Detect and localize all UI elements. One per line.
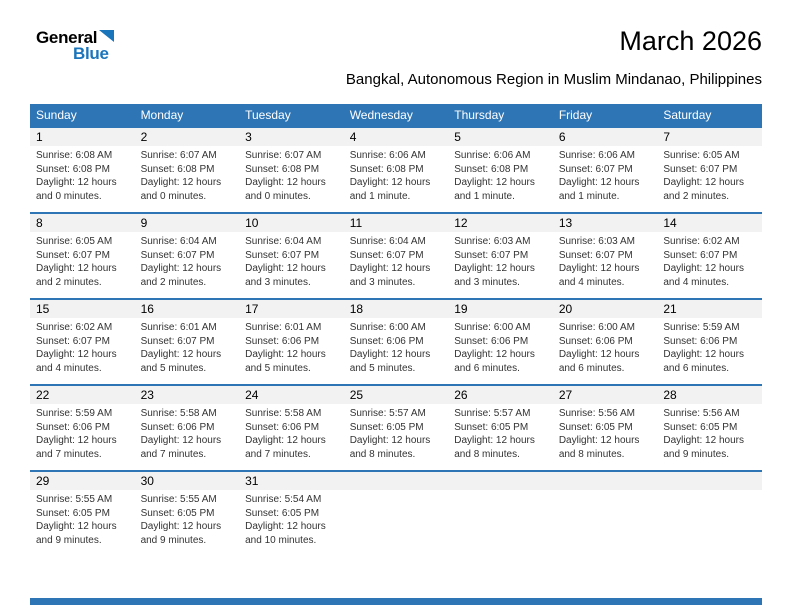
day-info-line: Daylight: 12 hours — [36, 177, 117, 188]
day-info-line: Daylight: 12 hours — [454, 435, 535, 446]
day-info-line: Daylight: 12 hours — [140, 349, 222, 360]
day-details — [448, 490, 553, 493]
day-info-line: Sunset: 6:08 PM — [140, 163, 215, 175]
day-info-line: Daylight: 12 hours — [36, 521, 117, 532]
day-info-line: Sunset: 6:06 PM — [36, 421, 110, 433]
day-details — [344, 490, 449, 493]
page-header — [0, 0, 792, 100]
day-cell — [553, 385, 658, 471]
weekday-header-friday: Friday — [553, 104, 658, 127]
day-info-line: and 7 minutes. — [140, 448, 207, 460]
day-info-line: Sunset: 6:07 PM — [36, 335, 110, 347]
day-info-line: Sunrise: 5:55 AM — [140, 494, 217, 505]
logo-text-general: General — [36, 28, 98, 47]
empty-day-cell — [657, 471, 762, 557]
weekday-header-saturday: Saturday — [657, 104, 762, 127]
day-info-line: Sunrise: 5:59 AM — [36, 408, 113, 419]
day-details — [553, 404, 658, 461]
day-info-line: Sunset: 6:05 PM — [558, 421, 633, 433]
day-info-line: Sunrise: 5:55 AM — [36, 494, 113, 505]
day-number: 5 — [448, 128, 553, 146]
day-cell — [239, 299, 344, 385]
day-info-line: Sunrise: 6:02 AM — [663, 236, 740, 247]
day-info-line: Sunrise: 6:01 AM — [245, 322, 322, 333]
day-details — [135, 404, 240, 461]
day-number: 8 — [30, 214, 135, 232]
day-details — [239, 146, 344, 203]
day-number: 6 — [553, 128, 658, 146]
day-number: 11 — [344, 214, 449, 232]
day-info-line: Sunrise: 5:57 AM — [349, 408, 426, 419]
day-number: 12 — [448, 214, 553, 232]
day-info-line: Daylight: 12 hours — [140, 177, 222, 188]
day-info-line: Daylight: 12 hours — [36, 435, 117, 446]
logo-text-blue: Blue — [73, 44, 109, 63]
day-details — [657, 232, 762, 289]
day-details — [30, 232, 135, 289]
day-info-line: Sunset: 6:06 PM — [558, 335, 633, 347]
day-info-line: Sunrise: 5:54 AM — [245, 494, 322, 505]
day-info-line: Sunset: 6:08 PM — [36, 163, 110, 175]
day-number: 1 — [30, 128, 135, 146]
day-details — [344, 146, 449, 203]
day-cell — [239, 213, 344, 299]
day-number: 7 — [657, 128, 762, 146]
day-info-line: Daylight: 12 hours — [663, 177, 744, 188]
day-cell — [135, 299, 240, 385]
day-info-line: and 8 minutes. — [454, 448, 520, 460]
day-info-line: Sunset: 6:07 PM — [349, 249, 424, 261]
day-details — [657, 490, 762, 493]
day-info-line: Daylight: 12 hours — [36, 263, 117, 274]
day-cell — [448, 127, 553, 213]
day-info-line: Sunset: 6:07 PM — [558, 249, 633, 261]
day-info-line: and 0 minutes. — [36, 190, 102, 202]
day-details — [135, 490, 240, 547]
weekday-header-wednesday: Wednesday — [344, 104, 449, 127]
day-info-line: and 7 minutes. — [36, 448, 102, 460]
day-info-line: Daylight: 12 hours — [454, 263, 535, 274]
title-block — [346, 26, 762, 88]
day-info-line: Sunset: 6:06 PM — [140, 421, 215, 433]
day-info-line: Sunset: 6:06 PM — [245, 335, 320, 347]
day-number — [448, 472, 553, 490]
day-details — [135, 146, 240, 203]
day-info-line: Sunset: 6:07 PM — [663, 163, 738, 175]
day-info-line: and 1 minute. — [349, 190, 411, 202]
day-number: 14 — [657, 214, 762, 232]
day-details — [448, 318, 553, 375]
day-number: 18 — [344, 300, 449, 318]
day-info-line: Sunset: 6:05 PM — [245, 507, 320, 519]
day-info-line: and 4 minutes. — [663, 276, 729, 288]
location-subtitle: Bangkal, Autonomous Region in Muslim Mindanao, Philippines — [345, 71, 762, 88]
day-info-line: Daylight: 12 hours — [245, 521, 326, 532]
day-info-line: Daylight: 12 hours — [140, 521, 222, 532]
day-cell — [657, 213, 762, 299]
day-details — [30, 404, 135, 461]
day-details — [448, 146, 553, 203]
day-info-line: Daylight: 12 hours — [140, 435, 222, 446]
day-info-line: and 4 minutes. — [36, 362, 102, 374]
day-info-line: and 2 minutes. — [663, 190, 729, 202]
week-row — [30, 299, 762, 385]
day-number: 21 — [657, 300, 762, 318]
day-number: 29 — [30, 472, 135, 490]
day-info-line: Sunset: 6:05 PM — [349, 421, 424, 433]
day-info-line: Sunrise: 6:03 AM — [454, 236, 531, 247]
day-info-line: and 0 minutes. — [140, 190, 207, 202]
day-info-line: and 1 minute. — [558, 190, 620, 202]
calendar-header — [30, 104, 762, 127]
day-details — [657, 404, 762, 461]
day-info-line: and 5 minutes. — [349, 362, 416, 374]
day-cell — [657, 385, 762, 471]
day-info-line: Sunset: 6:07 PM — [663, 249, 738, 261]
day-info-line: Daylight: 12 hours — [36, 349, 117, 360]
day-info-line: Daylight: 12 hours — [140, 263, 222, 274]
weekday-header-row — [30, 104, 762, 127]
day-details — [30, 146, 135, 203]
day-cell — [553, 299, 658, 385]
day-cell — [553, 127, 658, 213]
day-info-line: Daylight: 12 hours — [349, 177, 431, 188]
day-number: 10 — [239, 214, 344, 232]
day-number: 26 — [448, 386, 553, 404]
day-info-line: Sunrise: 6:08 AM — [36, 150, 113, 161]
day-cell — [448, 385, 553, 471]
day-info-line: Daylight: 12 hours — [245, 263, 326, 274]
day-info-line: Daylight: 12 hours — [558, 349, 640, 360]
day-cell — [30, 213, 135, 299]
day-info-line: Daylight: 12 hours — [663, 349, 744, 360]
day-info-line: Sunrise: 6:07 AM — [140, 150, 217, 161]
day-details — [553, 318, 658, 375]
day-info-line: Sunrise: 5:56 AM — [558, 408, 635, 419]
day-number — [553, 472, 658, 490]
day-info-line: Sunset: 6:06 PM — [663, 335, 738, 347]
day-info-line: and 1 minute. — [454, 190, 515, 202]
day-number: 2 — [135, 128, 240, 146]
day-info-line: and 4 minutes. — [558, 276, 625, 288]
day-info-line: Sunset: 6:08 PM — [245, 163, 320, 175]
day-cell — [553, 213, 658, 299]
day-info-line: and 7 minutes. — [245, 448, 311, 460]
day-info-line: and 3 minutes. — [454, 276, 520, 288]
day-info-line: and 6 minutes. — [558, 362, 625, 374]
day-info-line: Sunset: 6:05 PM — [663, 421, 738, 433]
day-cell — [239, 385, 344, 471]
day-details — [135, 318, 240, 375]
day-info-line: Sunset: 6:08 PM — [349, 163, 424, 175]
weekday-header-tuesday: Tuesday — [239, 104, 344, 127]
day-info-line: and 3 minutes. — [349, 276, 416, 288]
day-info-line: Sunrise: 6:01 AM — [140, 322, 217, 333]
day-cell — [30, 471, 135, 557]
day-info-line: Sunrise: 6:02 AM — [36, 322, 113, 333]
weekday-header-monday: Monday — [135, 104, 240, 127]
day-details — [30, 490, 135, 547]
day-cell — [344, 127, 449, 213]
day-details — [239, 404, 344, 461]
day-info-line: Sunset: 6:05 PM — [454, 421, 529, 433]
day-info-line: Sunrise: 6:04 AM — [245, 236, 322, 247]
day-number: 15 — [30, 300, 135, 318]
day-cell — [135, 385, 240, 471]
day-details — [344, 404, 449, 461]
day-info-line: Sunset: 6:07 PM — [454, 249, 529, 261]
day-info-line: Daylight: 12 hours — [349, 349, 431, 360]
day-cell — [135, 471, 240, 557]
week-row — [30, 213, 762, 299]
day-details — [239, 232, 344, 289]
day-details — [448, 232, 553, 289]
day-info-line: Daylight: 12 hours — [558, 263, 640, 274]
day-number: 22 — [30, 386, 135, 404]
day-info-line: Sunset: 6:05 PM — [140, 507, 215, 519]
day-info-line: Sunset: 6:07 PM — [245, 249, 320, 261]
day-info-line: Sunset: 6:05 PM — [36, 507, 110, 519]
day-cell — [344, 213, 449, 299]
day-number: 4 — [344, 128, 449, 146]
day-info-line: Sunset: 6:07 PM — [140, 335, 215, 347]
day-info-line: Sunrise: 5:56 AM — [663, 408, 740, 419]
day-details — [135, 232, 240, 289]
day-info-line: Daylight: 12 hours — [558, 177, 640, 188]
day-info-line: Daylight: 12 hours — [454, 349, 535, 360]
day-info-line: and 6 minutes. — [663, 362, 729, 374]
day-number: 9 — [135, 214, 240, 232]
day-cell — [448, 213, 553, 299]
empty-day-cell — [344, 471, 449, 557]
day-info-line: Daylight: 12 hours — [663, 435, 744, 446]
day-info-line: and 10 minutes. — [245, 534, 317, 546]
day-details — [344, 232, 449, 289]
day-info-line: Sunset: 6:06 PM — [245, 421, 320, 433]
day-number: 3 — [239, 128, 344, 146]
day-info-line: and 5 minutes. — [245, 362, 311, 374]
day-number: 23 — [135, 386, 240, 404]
day-number: 27 — [553, 386, 658, 404]
day-cell — [657, 299, 762, 385]
day-info-line: Daylight: 12 hours — [245, 349, 326, 360]
day-info-line: Daylight: 12 hours — [245, 435, 326, 446]
day-info-line: and 2 minutes. — [36, 276, 102, 288]
day-details — [553, 232, 658, 289]
empty-day-cell — [553, 471, 658, 557]
day-info-line: and 9 minutes. — [36, 534, 102, 546]
day-info-line: Sunrise: 6:06 AM — [558, 150, 635, 161]
day-info-line: and 5 minutes. — [140, 362, 207, 374]
day-info-line: Sunrise: 6:00 AM — [558, 322, 635, 333]
day-info-line: Sunrise: 6:00 AM — [454, 322, 531, 333]
day-info-line: Sunrise: 5:58 AM — [140, 408, 217, 419]
day-cell — [30, 127, 135, 213]
day-number: 28 — [657, 386, 762, 404]
week-row — [30, 385, 762, 471]
day-cell — [30, 299, 135, 385]
day-info-line: Sunset: 6:08 PM — [454, 163, 529, 175]
day-details — [30, 318, 135, 375]
day-info-line: and 2 minutes. — [140, 276, 207, 288]
day-info-line: Daylight: 12 hours — [245, 177, 326, 188]
day-info-line: and 8 minutes. — [558, 448, 625, 460]
day-details — [657, 318, 762, 375]
day-info-line: and 0 minutes. — [245, 190, 311, 202]
weekday-header-thursday: Thursday — [448, 104, 553, 127]
day-info-line: Daylight: 12 hours — [558, 435, 640, 446]
day-number — [344, 472, 449, 490]
day-number: 13 — [553, 214, 658, 232]
day-info-line: Sunrise: 5:58 AM — [245, 408, 322, 419]
calendar-table — [30, 104, 762, 557]
day-number: 16 — [135, 300, 240, 318]
day-info-line: Sunset: 6:07 PM — [140, 249, 215, 261]
day-details — [553, 490, 658, 493]
day-details — [239, 490, 344, 547]
day-number: 24 — [239, 386, 344, 404]
day-info-line: Daylight: 12 hours — [349, 263, 431, 274]
day-info-line: Sunrise: 6:03 AM — [558, 236, 635, 247]
day-details — [344, 318, 449, 375]
general-blue-logo — [36, 30, 114, 62]
day-cell — [30, 385, 135, 471]
day-info-line: Sunrise: 6:05 AM — [663, 150, 740, 161]
day-cell — [344, 385, 449, 471]
calendar-footer-bar — [30, 598, 762, 605]
day-cell — [344, 299, 449, 385]
day-info-line: Sunset: 6:07 PM — [36, 249, 110, 261]
week-row — [30, 471, 762, 557]
week-row — [30, 127, 762, 213]
day-info-line: Sunrise: 6:07 AM — [245, 150, 322, 161]
day-number: 31 — [239, 472, 344, 490]
day-info-line: Sunset: 6:06 PM — [349, 335, 424, 347]
day-info-line: Sunrise: 6:04 AM — [140, 236, 217, 247]
day-details — [657, 146, 762, 203]
day-cell — [135, 213, 240, 299]
day-number: 30 — [135, 472, 240, 490]
day-cell — [448, 299, 553, 385]
day-cell — [135, 127, 240, 213]
day-cell — [239, 471, 344, 557]
day-info-line: Sunset: 6:07 PM — [558, 163, 633, 175]
day-info-line: and 3 minutes. — [245, 276, 311, 288]
day-details — [448, 404, 553, 461]
empty-day-cell — [448, 471, 553, 557]
day-info-line: Sunrise: 5:57 AM — [454, 408, 531, 419]
day-info-line: Sunrise: 6:06 AM — [349, 150, 426, 161]
day-info-line: and 9 minutes. — [140, 534, 207, 546]
day-info-line: Daylight: 12 hours — [454, 177, 535, 188]
day-info-line: Sunrise: 6:00 AM — [349, 322, 426, 333]
day-number: 25 — [344, 386, 449, 404]
day-info-line: Daylight: 12 hours — [349, 435, 431, 446]
day-number — [657, 472, 762, 490]
day-number: 20 — [553, 300, 658, 318]
day-details — [553, 146, 658, 203]
day-info-line: Daylight: 12 hours — [663, 263, 744, 274]
day-cell — [657, 127, 762, 213]
day-info-line: and 9 minutes. — [663, 448, 729, 460]
day-info-line: and 6 minutes. — [454, 362, 520, 374]
day-info-line: Sunrise: 5:59 AM — [663, 322, 740, 333]
weekday-header-sunday: Sunday — [30, 104, 135, 127]
calendar-body — [30, 127, 762, 557]
day-info-line: and 8 minutes. — [349, 448, 416, 460]
day-info-line: Sunrise: 6:04 AM — [349, 236, 426, 247]
day-info-line: Sunrise: 6:06 AM — [454, 150, 531, 161]
day-details — [239, 318, 344, 375]
day-info-line: Sunrise: 6:05 AM — [36, 236, 113, 247]
month-title: March 2026 — [619, 26, 762, 56]
day-number: 19 — [448, 300, 553, 318]
day-info-line: Sunset: 6:06 PM — [454, 335, 529, 347]
day-cell — [239, 127, 344, 213]
day-number: 17 — [239, 300, 344, 318]
